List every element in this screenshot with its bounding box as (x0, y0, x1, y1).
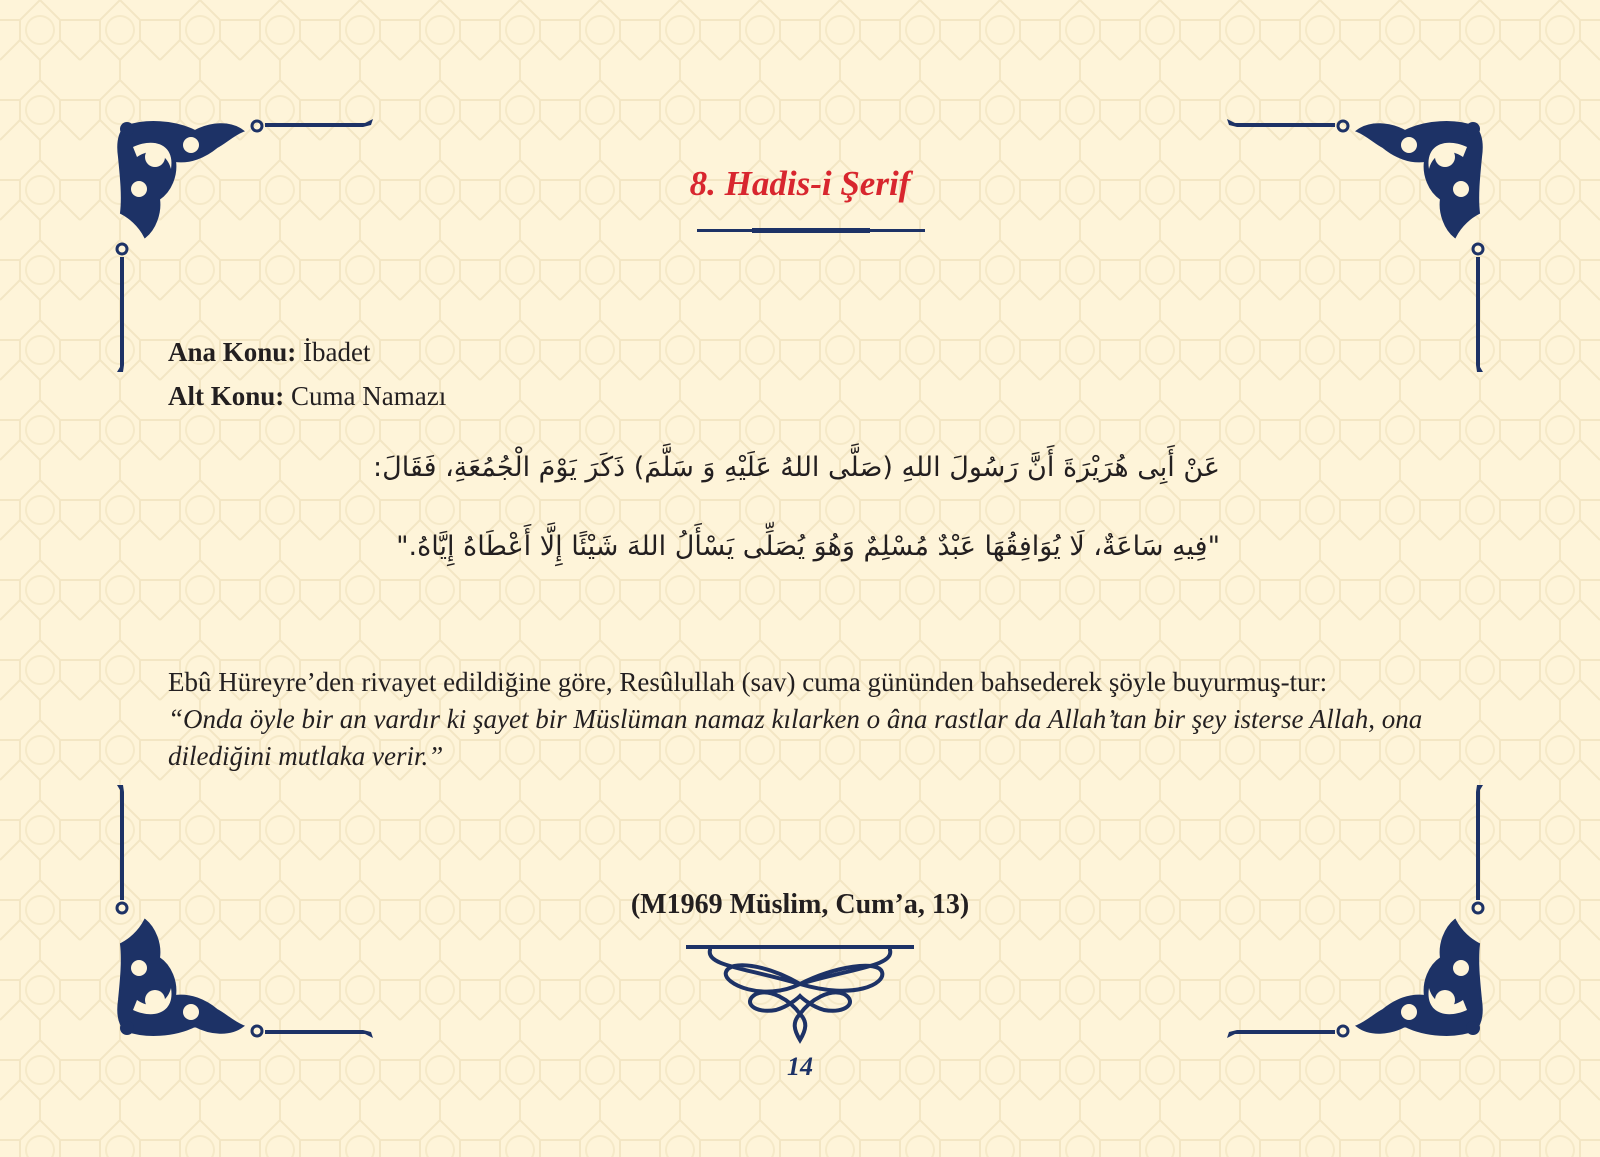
translation-block (168, 664, 1458, 775)
page-title: 8. Hadis-i Şerif (689, 164, 911, 203)
main-topic-value: İbadet (296, 337, 371, 367)
title-divider-center (752, 228, 870, 233)
sub-topic-row (168, 374, 446, 418)
translation-intro: Ebû Hüreyre’den rivayet edildiğine göre, Resûlullah (sav) cuma gününden bahsederek şöyle buyurmuş-tur: (168, 667, 1328, 697)
flourish-ornament (686, 944, 914, 1044)
topic-block (168, 330, 446, 418)
main-topic-label: Ana Konu: (168, 337, 297, 367)
arabic-text-line-1: عَنْ أَبِى هُرَيْرَةَ أَنَّ رَسُولَ اللهِ (صَلَّى اللهُ عَلَيْهِ وَ سَلَّمَ) ذَكَرَ يَوْمَ الْجُمُعَةِ، فَقَالَ: (373, 452, 1220, 483)
sub-topic-value: Cuma Namazı (284, 381, 447, 411)
page-number: 14 (787, 1052, 813, 1081)
source-citation: (M1969 Müslim, Cum’a, 13) (630, 889, 970, 920)
title-divider (697, 229, 925, 232)
sub-topic-label: Alt Konu: (168, 381, 285, 411)
translation-quote: “Onda öyle bir an vardır ki şayet bir Müslüman namaz kılarken o âna rastlar da Allah’tan bir şey isterse Allah, ona dilediğini mutlaka verir.” (168, 704, 1423, 771)
main-topic-row (168, 330, 446, 374)
arabic-text-line-2: "فِيهِ سَاعَةٌ، لَا يُوَافِقُهَا عَبْدٌ مُسْلِمٌ وَهُوَ يُصَلِّى يَسْأَلُ اللهَ شَيْئًا إِلَّا أَعْطَاهُ إِيَّاهُ." (396, 531, 1220, 562)
corner-ornament-top-right (1225, 117, 1485, 377)
